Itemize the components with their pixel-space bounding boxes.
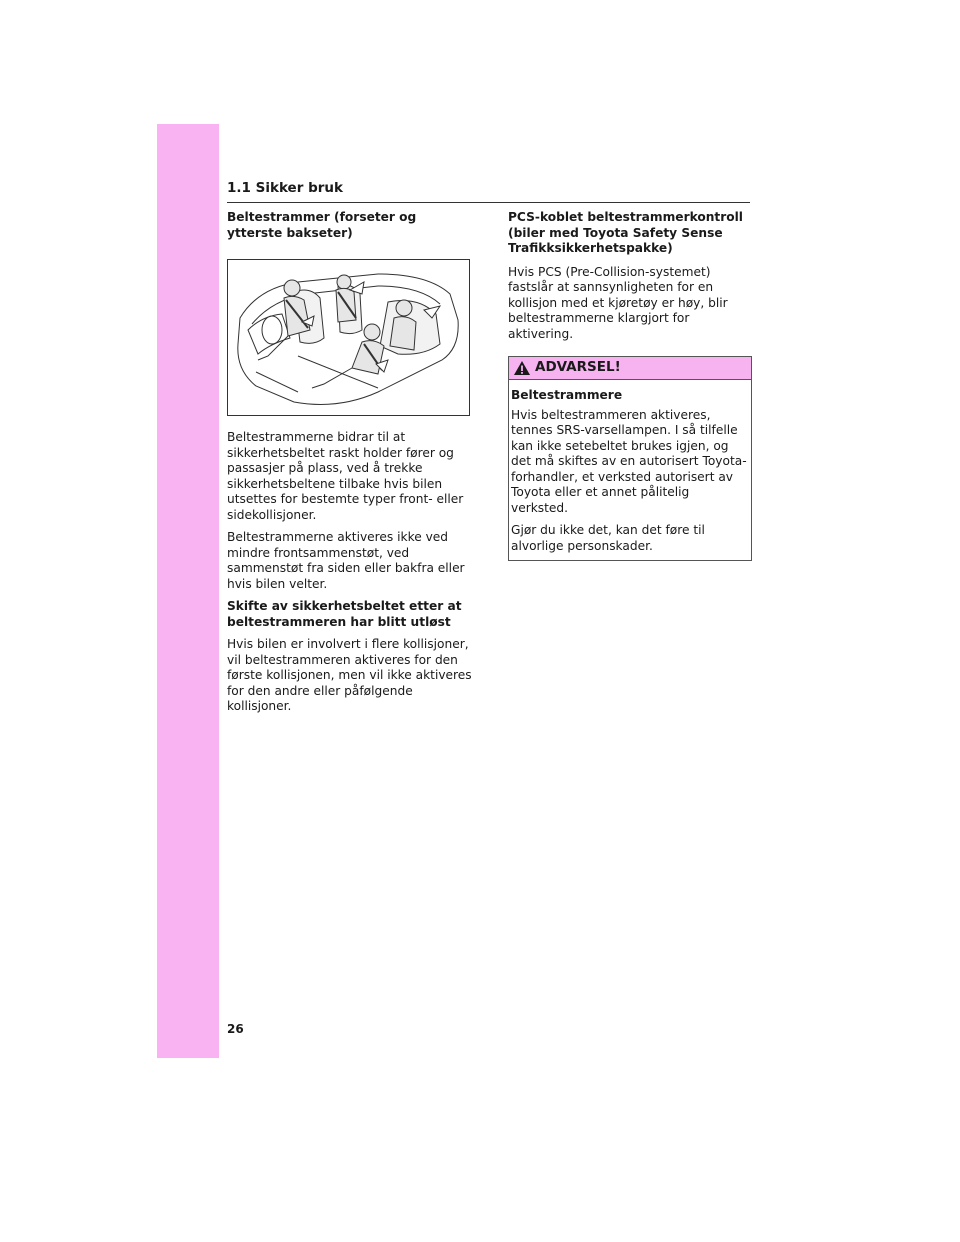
section-title: 1.1 Sikker bruk <box>227 180 343 196</box>
pcs-heading: PCS-koblet beltestrammerkontroll (biler med Toyota Safety Sense Trafikksikkerhetspakke) <box>508 210 743 255</box>
warning-title: ADVARSEL! <box>535 359 621 376</box>
warning-text-1: Hvis beltestrammeren aktiveres, tennes SRS-varsellampen. I så tilfelle kan ikke setebeltet brukes igjen, og det må skiftes av en autorisert Toyota-forhandler, et verksted autorisert av Toyota eller et annet pålitelig verksted. <box>511 407 747 515</box>
warning-text-2: Gjør du ikke det, kan det føre til alvorlige personskader. <box>511 523 705 553</box>
replace-belt-description: Hvis bilen er involvert i flere kollisjoner, vil beltestrammeren aktiveres for den første kollisjonen, men vil ikke aktiveres for den andre eller påfølgende kollisjoner. <box>227 637 472 713</box>
warning-triangle-icon <box>513 360 531 376</box>
left-column <box>227 210 472 722</box>
car-interior-drawing <box>228 260 469 415</box>
side-tab <box>157 124 219 1058</box>
warning-subtitle: Beltestrammere <box>511 388 623 402</box>
pretensioner-not-activated: Beltestrammerne aktiveres ikke ved mindre frontsammenstøt, ved sammenstøt fra siden eller bakfra eller hvis bilen velter. <box>227 530 465 591</box>
car-interior-illustration <box>227 259 470 416</box>
right-column <box>508 210 752 561</box>
page-number: 26 <box>227 1022 244 1036</box>
pretensioner-heading: Beltestrammer (forseter og ytterste bakseter) <box>227 210 417 240</box>
pcs-description: Hvis PCS (Pre-Collision-systemet) fastslår at sannsynligheten for en kollisjon med et kjøretøy er høy, blir beltestrammerne klargjort for aktivering. <box>508 264 728 341</box>
section-header <box>227 180 750 203</box>
warning-box <box>508 356 752 561</box>
pretensioner-description: Beltestrammerne bidrar til at sikkerhetsbeltet raskt holder fører og passasjer på plass, ved å trekke sikkerhetsbeltene tilbake hvis bilen utsettes for bestemte typer front- eller sidekollisjoner. <box>227 430 464 522</box>
warning-header <box>509 357 751 380</box>
warning-body <box>509 380 751 560</box>
replace-belt-heading: Skifte av sikkerhetsbeltet etter at beltestrammeren har blitt utløst <box>227 599 462 629</box>
